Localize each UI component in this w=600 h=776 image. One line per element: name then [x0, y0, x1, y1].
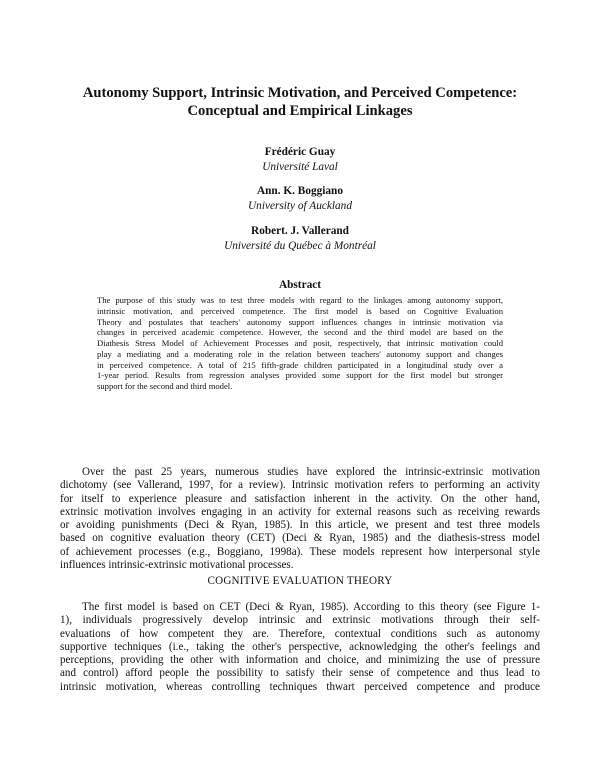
- abstract-line: play a mediating and a moderating role in the relation between teachers' autonomy support and changes: [97, 348, 503, 359]
- paragraph-line: supportive techniques (i.e., taking the other's perspective, acknowledging the other's feelings and: [60, 640, 540, 653]
- abstract-line: in perceived competence. A total of 215 fifth-grade children participated in a longitudinal study over a: [97, 359, 503, 370]
- paragraph-line: intrinsic motivation, whereas controlling techniques thwart perceived competence and produce: [60, 680, 540, 693]
- author-block: [40, 224, 560, 254]
- paragraph-line: influences intrinsic-extrinsic motivational processes.: [60, 559, 294, 572]
- author-name: Ann. K. Boggiano: [256, 185, 343, 197]
- abstract-line: 1-year period. Results from regression analyses provided some support for the first model but stronger: [97, 370, 503, 381]
- author-affiliation: University of Auckland: [248, 200, 352, 212]
- abstract-line: Theory and postulates that teachers' autonomy support influences changes in intrinsic motivation via: [97, 316, 503, 327]
- abstract-line: intrinsic motivation, and perceived competence. The first model is based on Cognitive Evaluation: [97, 305, 503, 316]
- paragraph-line: of achievement processes (e.g., Boggiano, 1998a). These models represent how interpersonal style: [60, 545, 540, 558]
- title-line-1: Autonomy Support, Intrinsic Motivation, and Perceived Competence:: [82, 85, 518, 101]
- paragraph-line: dichotomy (see Vallerand, 1997, for a review). Intrinsic motivation refers to performing an activity: [60, 479, 540, 492]
- paragraph-line: evaluations of how competent they are. Therefore, contextual conditions such as autonomy: [60, 627, 540, 640]
- abstract-text: [97, 295, 503, 392]
- paragraph-line: perceptions, providing the other with information and choice, and minimizing the use of pressure: [60, 654, 540, 667]
- paragraph-line: 1), individuals progressively develop intrinsic and extrinsic motivations through their self-: [60, 614, 540, 627]
- abstract-heading: Abstract: [278, 279, 322, 291]
- section-paragraph: [60, 601, 540, 694]
- paragraph-line: for itself to experience pleasure and satisfaction inherent in the activity. On the other hand,: [60, 492, 540, 505]
- abstract-line: Diathesis Stress Model of Achievement Processes and posit, respectively, that intrinsic motivation could: [97, 338, 503, 348]
- section-heading: COGNITIVE EVALUATION THEORY: [207, 575, 393, 587]
- author-affiliation: Université Laval: [262, 161, 338, 173]
- author-block: [40, 145, 560, 175]
- paragraph-line: Over the past 25 years, numerous studies have explored the intrinsic-extrinsic motivation: [82, 466, 540, 478]
- paragraph-line: based on cognitive evaluation theory (CET) (Deci & Ryan, 1985) and the diathesis-stress model: [60, 532, 540, 545]
- abstract-line: changes in perceived academic competence. However, the second and the third model are based on the: [97, 327, 503, 338]
- author-name: Robert. J. Vallerand: [251, 225, 349, 237]
- author-name: Frédéric Guay: [264, 146, 336, 158]
- author-affiliation: Université du Québec à Montréal: [224, 240, 376, 252]
- title-line-2: Conceptual and Empirical Linkages: [187, 103, 413, 119]
- abstract-line: The purpose of this study was to test three models with regard to the linkages among autonomy support,: [97, 295, 503, 305]
- paragraph-line: and control) afford people the possibility to satisfy their sense of competence and thus lead to: [60, 667, 540, 680]
- abstract-line: support for the second and third model.: [97, 381, 233, 391]
- paragraph-line: extrinsic motivation involves engaging in an activity for external reasons such as receiving rewards: [60, 505, 540, 518]
- paragraph-line: or avoiding punishments (Deci & Ryan, 1985). In this article, we present and test three models: [60, 519, 540, 532]
- intro-paragraph: [60, 466, 540, 572]
- paper-title: [40, 84, 560, 120]
- paragraph-line: The first model is based on CET (Deci & Ryan, 1985). According to this theory (see Figure 1-: [82, 601, 540, 613]
- author-block: [40, 184, 560, 214]
